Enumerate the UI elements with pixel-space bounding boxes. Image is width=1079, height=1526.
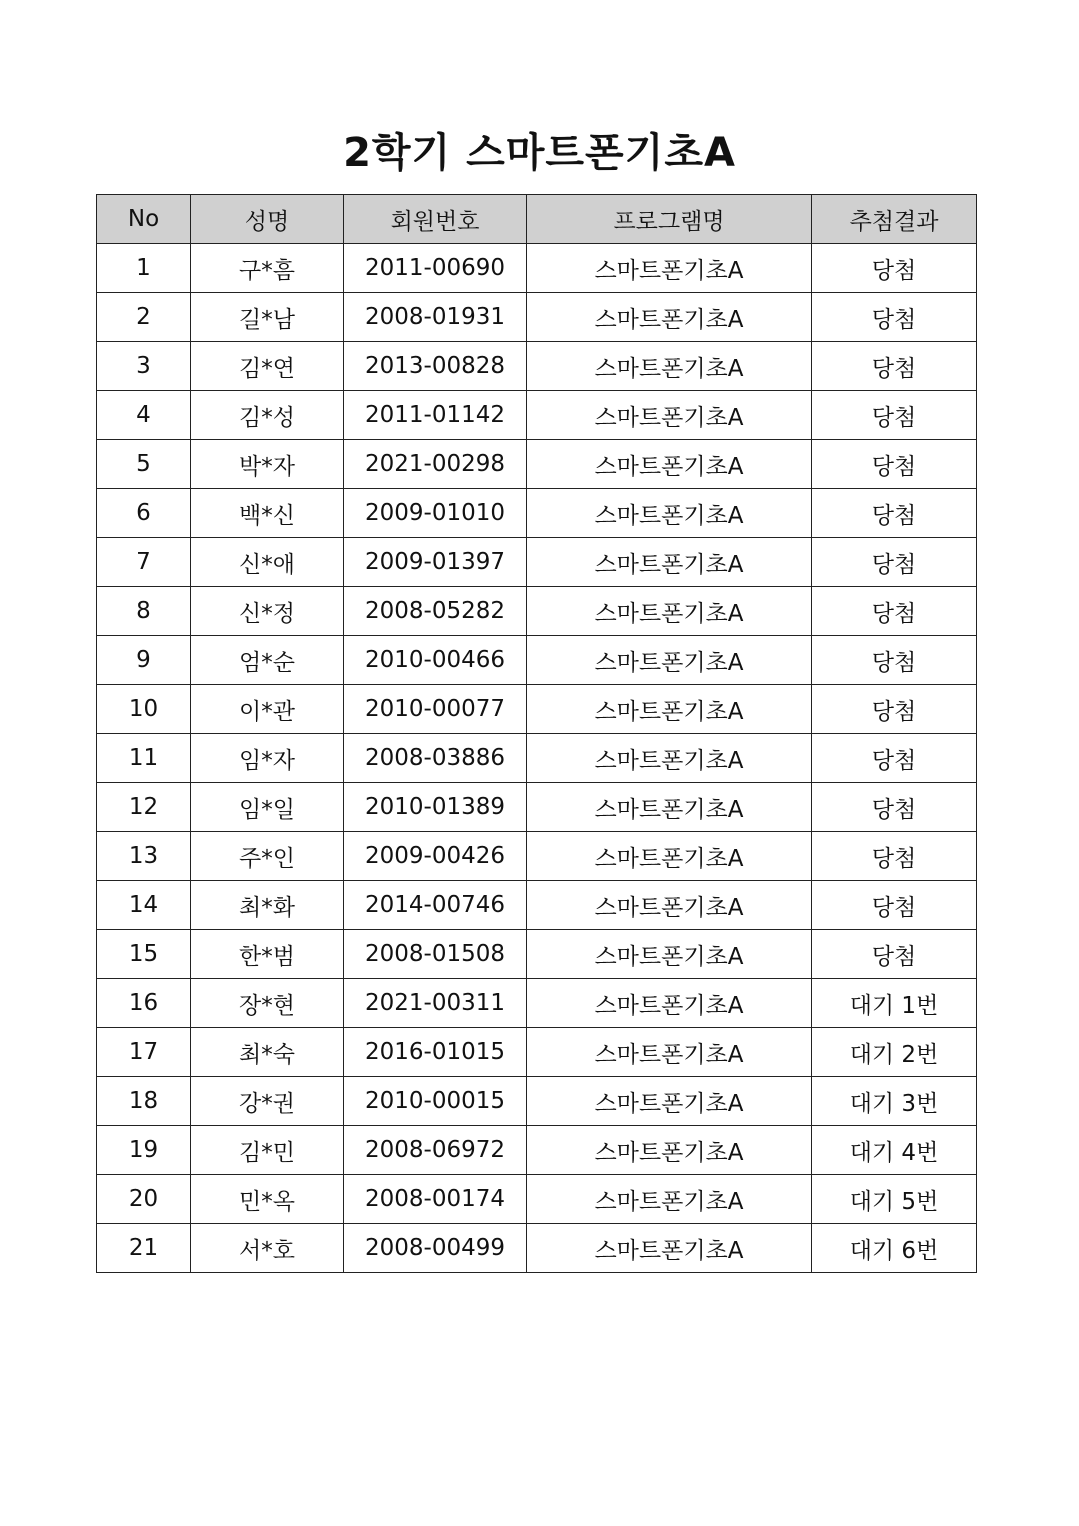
cell-member-number: 2021-00298 xyxy=(344,440,527,489)
cell-draw-result: 당첨 xyxy=(812,391,977,440)
cell-program-name: 스마트폰기초A xyxy=(527,293,812,342)
header-name: 성명 xyxy=(191,195,344,244)
table-row xyxy=(97,489,977,538)
cell-member-number: 2011-01142 xyxy=(344,391,527,440)
cell-no: 15 xyxy=(97,930,191,979)
cell-program-name: 스마트폰기초A xyxy=(527,489,812,538)
cell-draw-result: 당첨 xyxy=(812,734,977,783)
cell-member-number: 2011-00690 xyxy=(344,244,527,293)
cell-no: 3 xyxy=(97,342,191,391)
cell-no: 9 xyxy=(97,636,191,685)
table-row xyxy=(97,538,977,587)
table-row xyxy=(97,587,977,636)
cell-member-number: 2016-01015 xyxy=(344,1028,527,1077)
cell-draw-result: 당첨 xyxy=(812,587,977,636)
cell-no: 14 xyxy=(97,881,191,930)
cell-name: 김*성 xyxy=(191,391,344,440)
cell-name: 강*권 xyxy=(191,1077,344,1126)
header-member-number: 회원번호 xyxy=(344,195,527,244)
cell-no: 17 xyxy=(97,1028,191,1077)
cell-program-name: 스마트폰기초A xyxy=(527,734,812,783)
cell-name: 박*자 xyxy=(191,440,344,489)
cell-member-number: 2010-00015 xyxy=(344,1077,527,1126)
cell-member-number: 2010-00466 xyxy=(344,636,527,685)
cell-no: 8 xyxy=(97,587,191,636)
cell-name: 최*화 xyxy=(191,881,344,930)
table-row xyxy=(97,293,977,342)
cell-program-name: 스마트폰기초A xyxy=(527,1028,812,1077)
cell-program-name: 스마트폰기초A xyxy=(527,685,812,734)
cell-draw-result: 대기 2번 xyxy=(812,1028,977,1077)
cell-member-number: 2009-00426 xyxy=(344,832,527,881)
cell-program-name: 스마트폰기초A xyxy=(527,440,812,489)
cell-draw-result: 당첨 xyxy=(812,783,977,832)
table-row xyxy=(97,930,977,979)
cell-program-name: 스마트폰기초A xyxy=(527,244,812,293)
cell-draw-result: 대기 4번 xyxy=(812,1126,977,1175)
cell-name: 한*범 xyxy=(191,930,344,979)
cell-no: 20 xyxy=(97,1175,191,1224)
cell-name: 김*민 xyxy=(191,1126,344,1175)
cell-member-number: 2008-00174 xyxy=(344,1175,527,1224)
cell-program-name: 스마트폰기초A xyxy=(527,342,812,391)
cell-program-name: 스마트폰기초A xyxy=(527,587,812,636)
cell-name: 서*호 xyxy=(191,1224,344,1273)
cell-member-number: 2010-00077 xyxy=(344,685,527,734)
cell-member-number: 2010-01389 xyxy=(344,783,527,832)
cell-draw-result: 당첨 xyxy=(812,832,977,881)
cell-name: 최*숙 xyxy=(191,1028,344,1077)
cell-name: 이*관 xyxy=(191,685,344,734)
cell-name: 신*애 xyxy=(191,538,344,587)
cell-no: 11 xyxy=(97,734,191,783)
cell-member-number: 2013-00828 xyxy=(344,342,527,391)
cell-no: 12 xyxy=(97,783,191,832)
cell-name: 장*현 xyxy=(191,979,344,1028)
cell-draw-result: 당첨 xyxy=(812,342,977,391)
table-row xyxy=(97,979,977,1028)
cell-draw-result: 당첨 xyxy=(812,440,977,489)
cell-no: 18 xyxy=(97,1077,191,1126)
cell-member-number: 2021-00311 xyxy=(344,979,527,1028)
table-body xyxy=(97,244,977,1273)
table-row xyxy=(97,1224,977,1273)
table-row xyxy=(97,1175,977,1224)
cell-no: 13 xyxy=(97,832,191,881)
cell-draw-result: 당첨 xyxy=(812,881,977,930)
table-row xyxy=(97,1077,977,1126)
cell-draw-result: 당첨 xyxy=(812,244,977,293)
cell-name: 민*옥 xyxy=(191,1175,344,1224)
cell-member-number: 2009-01397 xyxy=(344,538,527,587)
cell-name: 신*정 xyxy=(191,587,344,636)
table-row xyxy=(97,1028,977,1077)
lottery-result-table xyxy=(96,194,977,1273)
cell-draw-result: 당첨 xyxy=(812,293,977,342)
cell-name: 구*흠 xyxy=(191,244,344,293)
cell-program-name: 스마트폰기초A xyxy=(527,1126,812,1175)
cell-program-name: 스마트폰기초A xyxy=(527,391,812,440)
cell-draw-result: 대기 6번 xyxy=(812,1224,977,1273)
cell-program-name: 스마트폰기초A xyxy=(527,1224,812,1273)
cell-member-number: 2008-03886 xyxy=(344,734,527,783)
cell-program-name: 스마트폰기초A xyxy=(527,783,812,832)
table-row xyxy=(97,685,977,734)
header-draw-result: 추첨결과 xyxy=(812,195,977,244)
cell-member-number: 2008-06972 xyxy=(344,1126,527,1175)
cell-program-name: 스마트폰기초A xyxy=(527,881,812,930)
cell-name: 임*일 xyxy=(191,783,344,832)
cell-name: 백*신 xyxy=(191,489,344,538)
cell-program-name: 스마트폰기초A xyxy=(527,832,812,881)
cell-member-number: 2008-01931 xyxy=(344,293,527,342)
cell-program-name: 스마트폰기초A xyxy=(527,636,812,685)
cell-member-number: 2014-00746 xyxy=(344,881,527,930)
cell-no: 21 xyxy=(97,1224,191,1273)
table-row xyxy=(97,734,977,783)
cell-name: 주*인 xyxy=(191,832,344,881)
page-title: 2학기 스마트폰기초A xyxy=(343,129,736,176)
cell-no: 1 xyxy=(97,244,191,293)
cell-program-name: 스마트폰기초A xyxy=(527,930,812,979)
table-header-row xyxy=(97,195,977,244)
table-row xyxy=(97,832,977,881)
cell-draw-result: 당첨 xyxy=(812,930,977,979)
header-program-name: 프로그램명 xyxy=(527,195,812,244)
cell-no: 4 xyxy=(97,391,191,440)
cell-no: 19 xyxy=(97,1126,191,1175)
cell-draw-result: 대기 1번 xyxy=(812,979,977,1028)
table-row xyxy=(97,881,977,930)
cell-no: 6 xyxy=(97,489,191,538)
cell-no: 2 xyxy=(97,293,191,342)
cell-draw-result: 대기 5번 xyxy=(812,1175,977,1224)
cell-no: 16 xyxy=(97,979,191,1028)
table-row xyxy=(97,1126,977,1175)
cell-name: 임*자 xyxy=(191,734,344,783)
cell-member-number: 2008-01508 xyxy=(344,930,527,979)
table-row xyxy=(97,342,977,391)
table-row xyxy=(97,440,977,489)
cell-member-number: 2008-00499 xyxy=(344,1224,527,1273)
cell-program-name: 스마트폰기초A xyxy=(527,979,812,1028)
cell-program-name: 스마트폰기초A xyxy=(527,1175,812,1224)
cell-name: 김*연 xyxy=(191,342,344,391)
cell-member-number: 2008-05282 xyxy=(344,587,527,636)
cell-program-name: 스마트폰기초A xyxy=(527,1077,812,1126)
table-row xyxy=(97,636,977,685)
cell-program-name: 스마트폰기초A xyxy=(527,538,812,587)
cell-draw-result: 당첨 xyxy=(812,685,977,734)
cell-draw-result: 당첨 xyxy=(812,538,977,587)
cell-draw-result: 대기 3번 xyxy=(812,1077,977,1126)
table-row xyxy=(97,244,977,293)
cell-no: 10 xyxy=(97,685,191,734)
cell-draw-result: 당첨 xyxy=(812,489,977,538)
cell-member-number: 2009-01010 xyxy=(344,489,527,538)
table-row xyxy=(97,391,977,440)
cell-no: 7 xyxy=(97,538,191,587)
cell-name: 엄*순 xyxy=(191,636,344,685)
cell-name: 길*남 xyxy=(191,293,344,342)
header-no: No xyxy=(97,195,191,244)
table-row xyxy=(97,783,977,832)
cell-no: 5 xyxy=(97,440,191,489)
cell-draw-result: 당첨 xyxy=(812,636,977,685)
